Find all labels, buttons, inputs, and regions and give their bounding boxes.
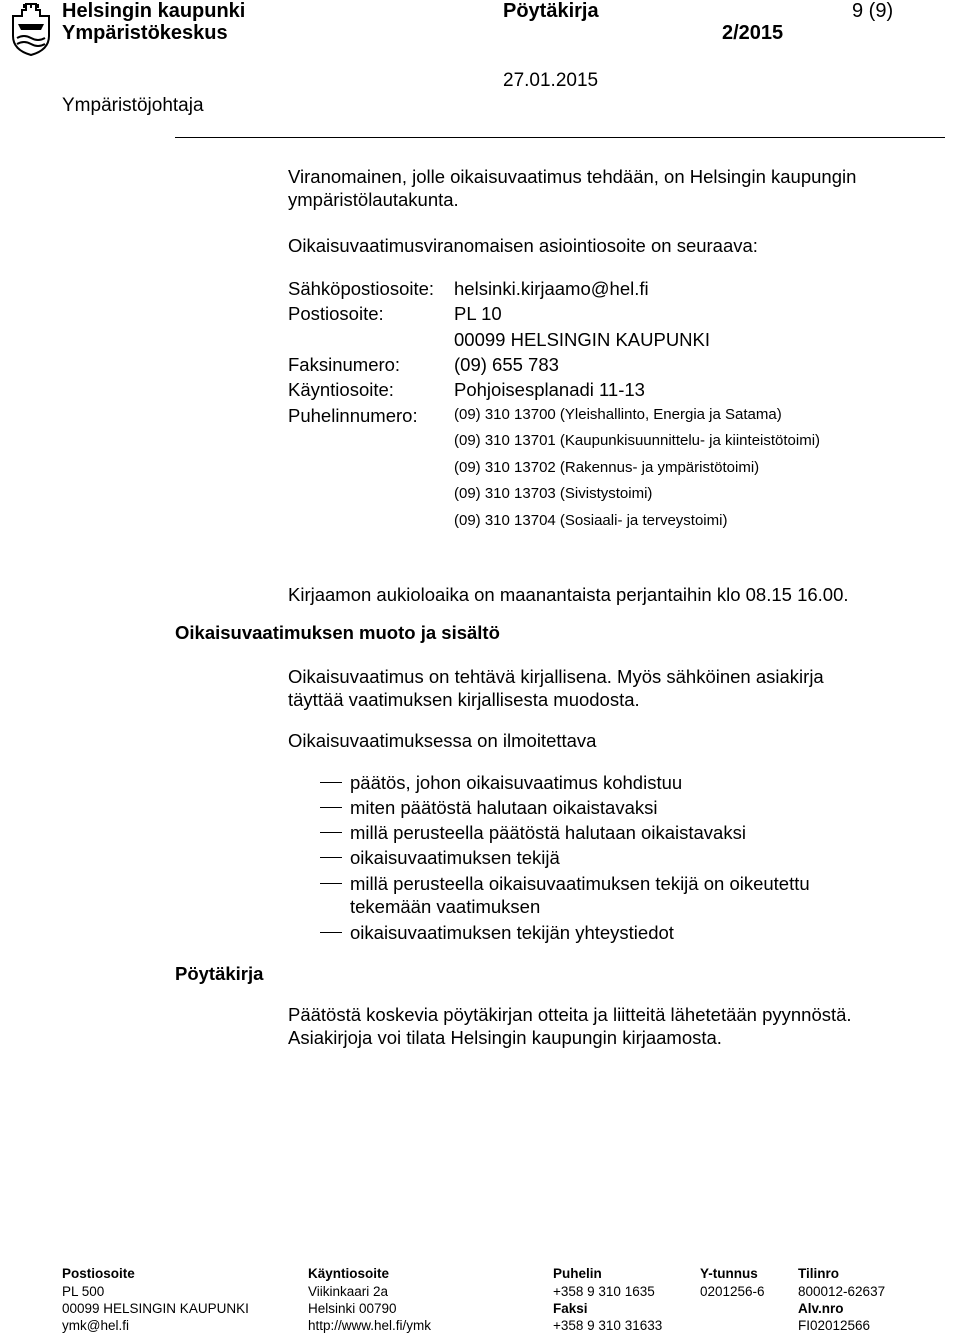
- header-page-number: 9 (9): [852, 0, 894, 22]
- contact-intro: Oikaisuvaatimusviranomaisen asiointiosoite on seuraava:: [288, 235, 758, 256]
- footer-vat-heading: Alv.nro: [798, 1301, 844, 1316]
- header-doc-number: 2/2015: [722, 22, 784, 44]
- form-paragraph-line-2: täyttää vaatimuksen kirjallisesta muodosta.: [288, 689, 640, 710]
- footer-account-value: 800012-62637: [798, 1284, 886, 1299]
- phone-number: (09) 310 13701 (Kaupunkisuunnittelu- ja kiinteistötoimi): [454, 432, 821, 449]
- footer-vat-value: FI02012566: [798, 1318, 871, 1333]
- header-unit: Ympäristökeskus: [62, 22, 228, 44]
- phone-label: Puhelinnumero:: [288, 405, 418, 426]
- header-date: 27.01.2015: [503, 70, 599, 91]
- section-heading-form: Oikaisuvaatimuksen muoto ja sisältö: [175, 622, 500, 643]
- footer-business-id-value: 0201256-6: [700, 1284, 765, 1299]
- header-org: Helsingin kaupunki: [62, 0, 246, 22]
- list-bullet-dash: [320, 782, 342, 783]
- postal-value-1: PL 10: [454, 303, 502, 324]
- list-item: miten päätöstä halutaan oikaistavaksi: [350, 797, 658, 818]
- postal-value-2: 00099 HELSINGIN KAUPUNKI: [454, 329, 711, 350]
- footer-postal-heading: Postiosoite: [62, 1266, 135, 1281]
- postal-label: Postiosoite:: [288, 303, 384, 324]
- list-item: oikaisuvaatimuksen tekijän yhteystiedot: [350, 922, 674, 943]
- phone-number: (09) 310 13703 (Sivistystoimi): [454, 485, 653, 502]
- list-item: päätös, johon oikaisuvaatimus kohdistuu: [350, 772, 683, 793]
- list-item: millä perusteella päätöstä halutaan oikaistavaksi: [350, 822, 746, 843]
- header-divider: [175, 137, 945, 138]
- minutes-line-2: Asiakirjoja voi tilata Helsingin kaupungin kirjaamosta.: [288, 1027, 722, 1048]
- list-item: tekemään vaatimuksen: [350, 896, 541, 917]
- phone-number: (09) 310 13704 (Sosiaali- ja terveystoimi): [454, 512, 728, 529]
- footer-website-link[interactable]: http://www.hel.fi/ymk: [308, 1318, 432, 1333]
- authority-line-1: Viranomainen, jolle oikaisuvaatimus tehdään, on Helsingin kaupungin: [288, 166, 857, 187]
- visit-label: Käyntiosoite:: [288, 379, 394, 400]
- email-value: helsinki.kirjaamo@hel.fi: [454, 278, 649, 299]
- list-bullet-dash: [320, 857, 342, 858]
- form-paragraph-intro: Oikaisuvaatimuksessa on ilmoitettava: [288, 730, 597, 751]
- footer-business-id-heading: Y-tunnus: [700, 1266, 758, 1281]
- footer-phone-value: +358 9 310 1635: [553, 1284, 655, 1299]
- fax-label: Faksinumero:: [288, 354, 401, 375]
- header-doc-type: Pöytäkirja: [503, 0, 599, 22]
- footer-postal-city: 00099 HELSINGIN KAUPUNKI: [62, 1301, 249, 1316]
- footer-fax-value: +358 9 310 31633: [553, 1318, 663, 1333]
- list-item: millä perusteella oikaisuvaatimuksen tekijä on oikeutettu: [350, 873, 810, 894]
- footer-fax-heading: Faksi: [553, 1301, 588, 1316]
- minutes-line-1: Päätöstä koskevia pöytäkirjan otteita ja liitteitä lähetetään pyynnöstä.: [288, 1004, 852, 1025]
- form-paragraph-line-1: Oikaisuvaatimus on tehtävä kirjallisena. Myös sähköinen asiakirja: [288, 666, 824, 687]
- footer-account-heading: Tilinro: [798, 1266, 840, 1281]
- footer-visit-heading: Käyntiosoite: [308, 1266, 390, 1281]
- phone-number: (09) 310 13702 (Rakennus- ja ympäristötoimi): [454, 459, 760, 476]
- phone-number: (09) 310 13700 (Yleishallinto, Energia ja Satama): [454, 406, 782, 423]
- footer-postal-line: PL 500: [62, 1284, 105, 1299]
- section-heading-minutes: Pöytäkirja: [175, 963, 264, 984]
- list-bullet-dash: [320, 932, 342, 933]
- list-bullet-dash: [320, 883, 342, 884]
- helsinki-crest-logo: [8, 2, 54, 56]
- authority-line-2: ympäristölautakunta.: [288, 189, 459, 210]
- header-decision-maker: Ympäristöjohtaja: [62, 95, 204, 116]
- footer-visit-street: Viikinkaari 2a: [308, 1284, 389, 1299]
- fax-value: (09) 655 783: [454, 354, 559, 375]
- email-label: Sähköpostiosoite:: [288, 278, 435, 299]
- list-bullet-dash: [320, 832, 342, 833]
- footer-phone-heading: Puhelin: [553, 1266, 602, 1281]
- list-bullet-dash: [320, 807, 342, 808]
- footer-visit-city: Helsinki 00790: [308, 1301, 397, 1316]
- list-item: oikaisuvaatimuksen tekijä: [350, 847, 560, 868]
- visit-value: Pohjoisesplanadi 11-13: [454, 379, 645, 400]
- office-hours: Kirjaamon aukioloaika on maanantaista perjantaihin klo 08.15 16.00.: [288, 584, 849, 605]
- footer-email: ymk@hel.fi: [62, 1318, 129, 1333]
